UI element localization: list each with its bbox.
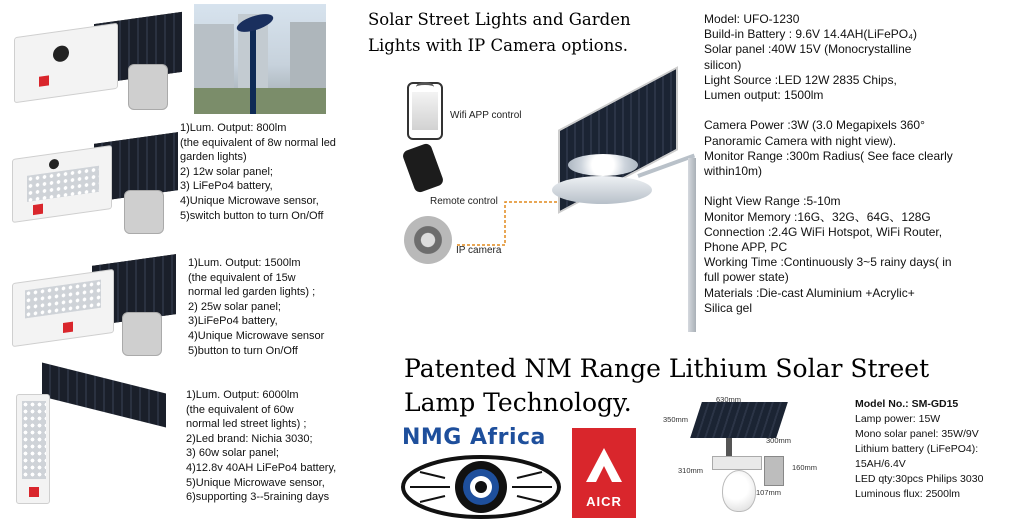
street-photo — [194, 4, 326, 114]
spec-line: 5)button to turn On/Off — [188, 344, 298, 357]
gd15-product-image — [652, 394, 852, 524]
spec-line: 1)Lum. Output: 800lm — [180, 122, 287, 134]
spec-line: 6)supporting 3--5raining days — [186, 491, 330, 504]
model-spec-line — [704, 103, 953, 118]
gd15-spec-line: LED qty:30pcs Philips 3030 — [855, 473, 984, 485]
spec-line: (the equivalent of 15w — [188, 271, 296, 284]
dim-side-1: 160mm — [792, 463, 818, 472]
product-image-row4 — [6, 372, 180, 518]
gd15-spec-line: Lithium battery (LiFePO4): — [855, 443, 979, 455]
remote-control-label: Remote control — [430, 196, 498, 207]
wifi-app-label: Wifi APP control — [450, 110, 522, 121]
model-spec-line: Connection :2.4G WiFi Hotspot, WiFi Router, — [704, 224, 943, 239]
model-spec-line: full power state) — [704, 270, 789, 285]
model-spec-line: Model: UFO-1230 — [704, 12, 800, 26]
dim-height-lamp: 310mm — [678, 466, 704, 475]
spec-line: 2) 25w solar panel; — [188, 300, 281, 313]
model-spec-line: Light Source :LED 12W 2835 Chips, — [704, 72, 897, 87]
spec-line: 4)12.8v 40AH LiFePo4 battery, — [186, 461, 337, 474]
model-spec-line: Lumen output: 1500lm — [704, 88, 824, 103]
spec-line: normal led street lights) ; — [186, 418, 307, 431]
ip-camera-icon — [404, 216, 452, 264]
nmg-eye-logo-icon — [400, 452, 562, 522]
product-image-row1 — [8, 6, 188, 120]
model-spec-line: Build-in Battery : 9.6V 14.4AH(LiFePO₄) — [704, 27, 917, 42]
spec-line: 1)Lum. Output: 1500lm — [188, 257, 301, 269]
gd15-spec-line: Model No.: SM-GD15 — [855, 398, 959, 410]
aicr-logo — [572, 428, 636, 518]
spec-line: (the equivalent of 60w — [186, 403, 294, 416]
model-spec-line: Working Time :Continuously 3~5 rainy days( in — [704, 255, 952, 270]
spec-line: 3) LiFePo4 battery, — [180, 180, 273, 193]
product-image-row2 — [8, 130, 180, 246]
aicr-mountain-icon — [582, 442, 626, 488]
gd15-spec-line: Luminous flux: 2500lm — [855, 488, 961, 500]
dim-width: 630mm — [716, 395, 742, 404]
headline-line: Solar Street Lights and Garden — [368, 10, 631, 29]
spec-list-60w — [186, 388, 336, 505]
spec-line: garden lights) — [180, 151, 247, 164]
dim-depth: 300mm — [766, 436, 792, 445]
spec-line: 4)Unique Microwave sensor — [188, 329, 325, 342]
model-spec-line: Silica gel — [704, 300, 753, 315]
spec-line: 1)Lum. Output: 6000lm — [186, 389, 299, 401]
gd15-specs — [855, 397, 983, 502]
ip-camera-label: IP camera — [456, 245, 502, 256]
gd15-spec-line: Mono solar panel: 35W/9V — [855, 428, 979, 440]
spec-line: 5)switch button to turn On/Off — [180, 209, 324, 222]
spec-line: 3) 60w solar panel; — [186, 447, 279, 460]
model-spec-line: Solar panel :40W 15V (Monocrystalline — [704, 42, 912, 57]
model-spec-line: silicon) — [704, 57, 742, 72]
spec-line: 5)Unique Microwave sensor, — [186, 476, 325, 489]
spec-line: 3)LiFePo4 battery, — [188, 315, 278, 328]
model-spec-line: Panoramic Camera with night view). — [704, 133, 897, 148]
model-spec-line: Phone APP, PC — [704, 240, 788, 255]
spec-list-8w — [180, 121, 336, 223]
wifi-icon — [416, 82, 434, 92]
spec-line: 2) 12w solar panel; — [180, 165, 273, 178]
model-spec-line: Monitor Memory :16G、32G、64G、128G — [704, 209, 931, 224]
gd15-spec-line: Lamp power: 15W — [855, 413, 941, 425]
spec-line: normal led garden lights) ; — [188, 286, 316, 299]
model-spec-line: within10m) — [704, 164, 763, 179]
model-spec-line: Monitor Range :300m Radius( See face clearly — [704, 148, 953, 163]
gd15-spec-line: 15AH/6.4V — [855, 458, 906, 470]
model-spec-line: Night View Range :5-10m — [704, 194, 841, 209]
nmg-africa-logo-text: NMG Africa — [402, 425, 546, 450]
spec-line: (the equivalent of 8w normal led — [180, 136, 336, 149]
headline-line: Patented NM Range Lithium Solar Street — [404, 354, 930, 383]
spec-line: 2)Led brand: Nichia 3030; — [186, 432, 313, 445]
headline-line: Lamp Technology. — [404, 388, 632, 417]
dim-height-panel: 350mm — [663, 415, 689, 424]
ufo-model-specs — [704, 12, 953, 316]
headline-top — [368, 7, 688, 59]
remote-control-icon — [401, 142, 444, 194]
ufo-lamp-image — [548, 62, 708, 332]
spec-list-15w — [188, 256, 324, 358]
model-spec-line: Materials :Die-cast Aluminium +Acrylic+ — [704, 285, 915, 300]
product-image-row3 — [8, 256, 180, 364]
headline-line: Lights with IP Camera options. — [368, 36, 629, 55]
dim-side-2: 107mm — [756, 488, 782, 497]
model-spec-line: Camera Power :3W (3.0 Megapixels 360° — [704, 118, 925, 133]
spec-line: 4)Unique Microwave sensor, — [180, 194, 319, 207]
model-spec-line — [704, 179, 953, 194]
aicr-logo-text: AICR — [586, 494, 622, 509]
